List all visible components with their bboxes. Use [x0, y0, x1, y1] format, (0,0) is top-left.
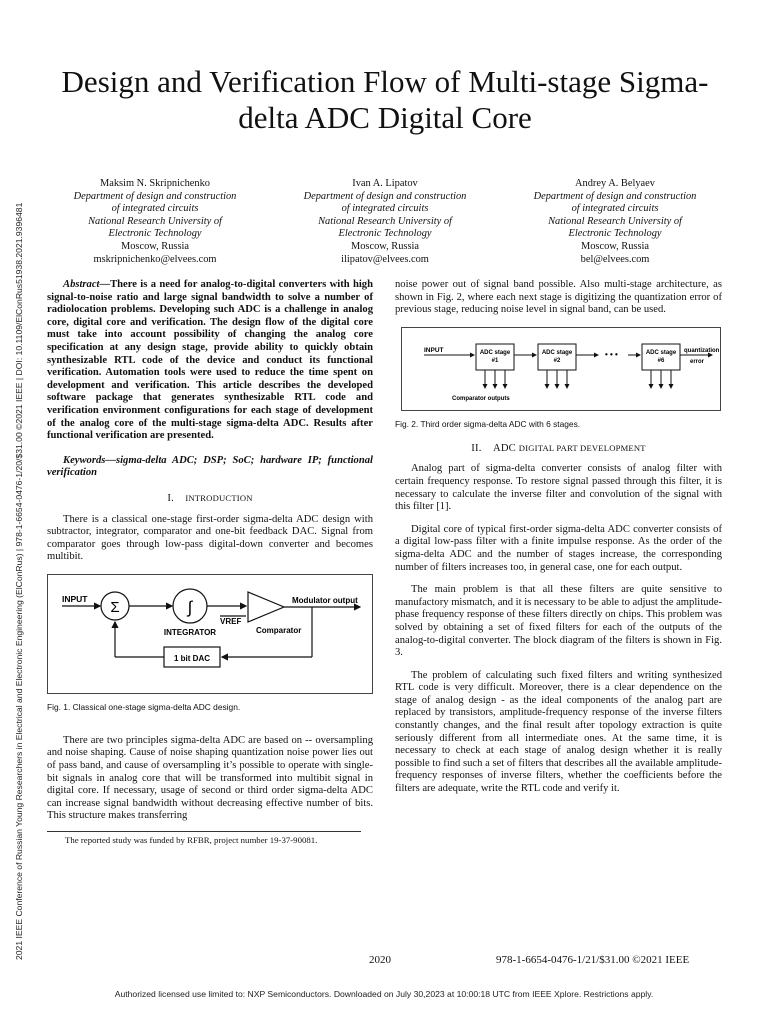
author-email[interactable]: mskripnichenko@elvees.com	[93, 253, 217, 265]
author-dept-line1: Department of design and construction	[73, 190, 237, 202]
fig2-ellipsis: • • •	[605, 349, 618, 359]
left-column	[47, 279, 373, 846]
author-email[interactable]: bel@elvees.com	[580, 253, 650, 265]
figure-1-diagram	[47, 574, 373, 694]
fig2-qerr-line1: quantization	[684, 347, 720, 354]
keywords: Keywords—sigma-delta ADC; DSP; SoC; hardware IP; functional verification	[47, 454, 373, 479]
fig2-stage-6-box	[642, 344, 680, 370]
right-paragraph-1: noise power out of signal band possible. Also multi-stage architecture, as shown in Fig. 2, where each next stage is digitizing the quantization error of previous stage, reducing noise level in signal band, can be used.	[395, 279, 722, 316]
fig1-integrator-label: INTEGRATOR	[163, 627, 217, 637]
copyright-notice: 978-1-6654-0476-1/21/$31.00 ©2021 IEEE	[496, 954, 690, 966]
author-dept-line1: Department of design and construction	[303, 190, 467, 202]
author-univ-line2: Electronic Technology	[338, 228, 432, 240]
author-univ-line1: National Research University of	[548, 215, 682, 227]
right-column	[395, 279, 722, 806]
author-univ-line2: Electronic Technology	[568, 228, 662, 240]
section-number: I.	[167, 492, 174, 504]
author-dept-line2: of integrated circuits	[341, 203, 429, 215]
section-heading-adc-digital	[395, 442, 722, 456]
footnote: The reported study was funded by RFBR, project number 19-37-90081.	[65, 835, 318, 846]
licence-notice: Authorized licensed use limited to: NXP Semiconductors. Downloaded on July 30,2023 at 10:00:18 UTC from IEEE Xplore. Restrictions apply.	[114, 989, 654, 999]
author-city: Moscow, Russia	[580, 240, 650, 252]
fig2-stage-6-label: ADC stage	[645, 349, 677, 356]
author-name: Andrey A. Belyaev	[575, 178, 655, 189]
fig2-stage-2-label: ADC stage	[541, 349, 573, 356]
fig2-stage-6-number: #6	[657, 357, 665, 364]
fig1-vref-label: VREF	[220, 616, 242, 626]
section-2-paragraph-2: Digital core of typical first-order sigma-delta ADC converter consists of a digital low-pass filter with a finite impulse response. As the order of the sigma-delta ADC and the number of stages increase, the corresponding number of filters increases too, in general case, one for each output.	[395, 523, 722, 573]
fig1-input-label: INPUT	[62, 593, 88, 604]
section-2-paragraph-3: The main problem is that all these filters are quite sensitive to manufactory mismatch, and it is necessary to be able to adjust the amplitude-phase frequency response of these filters directly on chips. This problem was solved by obtaining a set of fixed filters for each of the outputs of the analog-to-digital converter. The block diagram of the filters is shown in Fig. 3.	[395, 584, 722, 659]
section-title-main: ADC	[492, 442, 516, 454]
author-block	[40, 178, 730, 266]
section-2-paragraph-4: The problem of calculating such fixed filters and writing synthesized RTL code is very difficult. Moreover, there is a clear dependence on the stage of analog design - as the ideal components of the analog part are replaced by transistors, amplitude-frequency response of the inverse filters constantly changes, and the final result after topology extraction is quite seriously different from all intermediate ones. At the same time, it is necessary to check at each stage of analog design whether it is really possible to find such a set of filters that describes all the available amplitude-frequency responses of inverse filters, whether the coefficients before the filters are adequate, write the RTL code and verify it.	[395, 669, 722, 795]
author-city: Moscow, Russia	[350, 240, 420, 252]
abstract-label: Abstract	[63, 279, 100, 290]
section-2-paragraph-1: Analog part of sigma-delta converter consists of analog filter with certain frequency response. To restore signal passed through this filter, it is necessary to calculate the inverse filter and convolution of the signal with this filter [1].	[395, 463, 722, 513]
figure-2-svg	[402, 328, 720, 410]
author-univ-line2: Electronic Technology	[108, 228, 202, 240]
footnote-rule	[47, 831, 361, 832]
section-title-rest: DIGITAL PART DEVELOPMENT	[518, 442, 646, 453]
fig2-stage-1-box	[476, 344, 514, 370]
figure-2-diagram	[401, 327, 721, 411]
author-name: Maksim N. Skripnichenko	[100, 178, 210, 189]
abstract	[47, 279, 373, 443]
fig1-integ-symbol: ∫	[187, 597, 193, 617]
author-city: Moscow, Russia	[120, 240, 190, 252]
fig2-comparator-outputs-label: Comparator outputs	[452, 395, 510, 402]
fig2-comparator-arrows	[485, 370, 671, 388]
author-email[interactable]: ilipatov@elvees.com	[341, 253, 429, 265]
author-2	[270, 178, 500, 266]
fig2-qerr-line2: error	[690, 358, 705, 365]
section-title: INTRODUCTION	[185, 492, 253, 503]
section-number: II.	[471, 442, 482, 454]
fig2-stage-2-box	[538, 344, 576, 370]
fig1-dac-label: 1 bit DAC	[174, 653, 210, 663]
side-doi-text: 2021 IEEE Conference of Russian Young Researchers in Electrical and Electronic Engineering (ElConRus) | 978-1-6654-0476-1/20/$31.00 ©2021 IEEE | DOI: 10.1109/ElConRus51938.2021.9396481	[14, 202, 24, 960]
page-number: 2020	[369, 954, 391, 966]
fig2-stage-1-number: #1	[491, 357, 499, 364]
author-name: Ivan A. Lipatov	[352, 178, 418, 189]
figure-1-svg	[48, 575, 372, 693]
fig2-stage-2-number: #2	[553, 357, 561, 364]
author-dept-line1: Department of design and construction	[533, 190, 697, 202]
author-dept-line2: of integrated circuits	[111, 203, 199, 215]
author-1	[40, 178, 270, 266]
paper-title: Design and Verification Flow of Multi-stage Sigma-delta ADC Digital Core	[61, 64, 709, 135]
intro-paragraph-1: There is a classical one-stage first-order sigma-delta ADC design with subtractor, integrator, comparator and one-bit feedback DAC. Signal from comparator goes through low-pass digital-down converter and becomes multibit.	[47, 513, 373, 563]
author-univ-line1: National Research University of	[318, 215, 452, 227]
intro-paragraph-2: There are two principles sigma-delta ADC are based on -- oversampling and noise shaping. Cause of noise shaping quantization noise power lies out of pass band, and cause of oversampling it’s possible to operate with single-bit signals in analog core that will be transformed into multibit signal in digital core. If necessary, usage of second or third order sigma-delta ADC can increase signal bandwidth without decreasing effective number of bits. This structure makes transferring	[47, 734, 373, 822]
figure-1-caption: Fig. 1. Classical one-stage sigma-delta ADC design.	[47, 701, 241, 712]
fig2-stage-1-label: ADC stage	[479, 349, 511, 356]
figure-2-caption: Fig. 2. Third order sigma-delta ADC with 6 stages.	[395, 418, 581, 429]
fig1-output-label: Modulator output	[292, 595, 358, 605]
abstract-text: —There is a need for analog-to-digital converters with high signal-to-noise ratio and large signal bandwidth to solve a number of radiolocation problems. Developing such ADC is a challenge in analog core, digital core and verification. The design flow of the digital core must take into account possibility of changing the analog core specification at any design stage, provide ability to quickly obtain synthesizable RTL code of the device and conduct its functional verification. Automation tools were used to reduce the time spent on development and verification. This article describes the developed software package that generates synthesizable RTL code and verification environment configurations for each stage of development of the analog core of the multi-stage sigma-delta ADC. Results after functional verification are presented.	[47, 279, 373, 442]
author-3	[500, 178, 730, 266]
side-doi-note	[14, 120, 26, 960]
fig1-sum-symbol: Σ	[110, 598, 120, 616]
author-dept-line2: of integrated circuits	[571, 203, 659, 215]
section-heading-introduction	[47, 492, 373, 506]
fig1-comparator-triangle	[248, 592, 284, 622]
author-univ-line1: National Research University of	[88, 215, 222, 227]
fig2-input-label: INPUT	[424, 346, 444, 354]
fig1-comparator-label: Comparator	[256, 625, 302, 635]
